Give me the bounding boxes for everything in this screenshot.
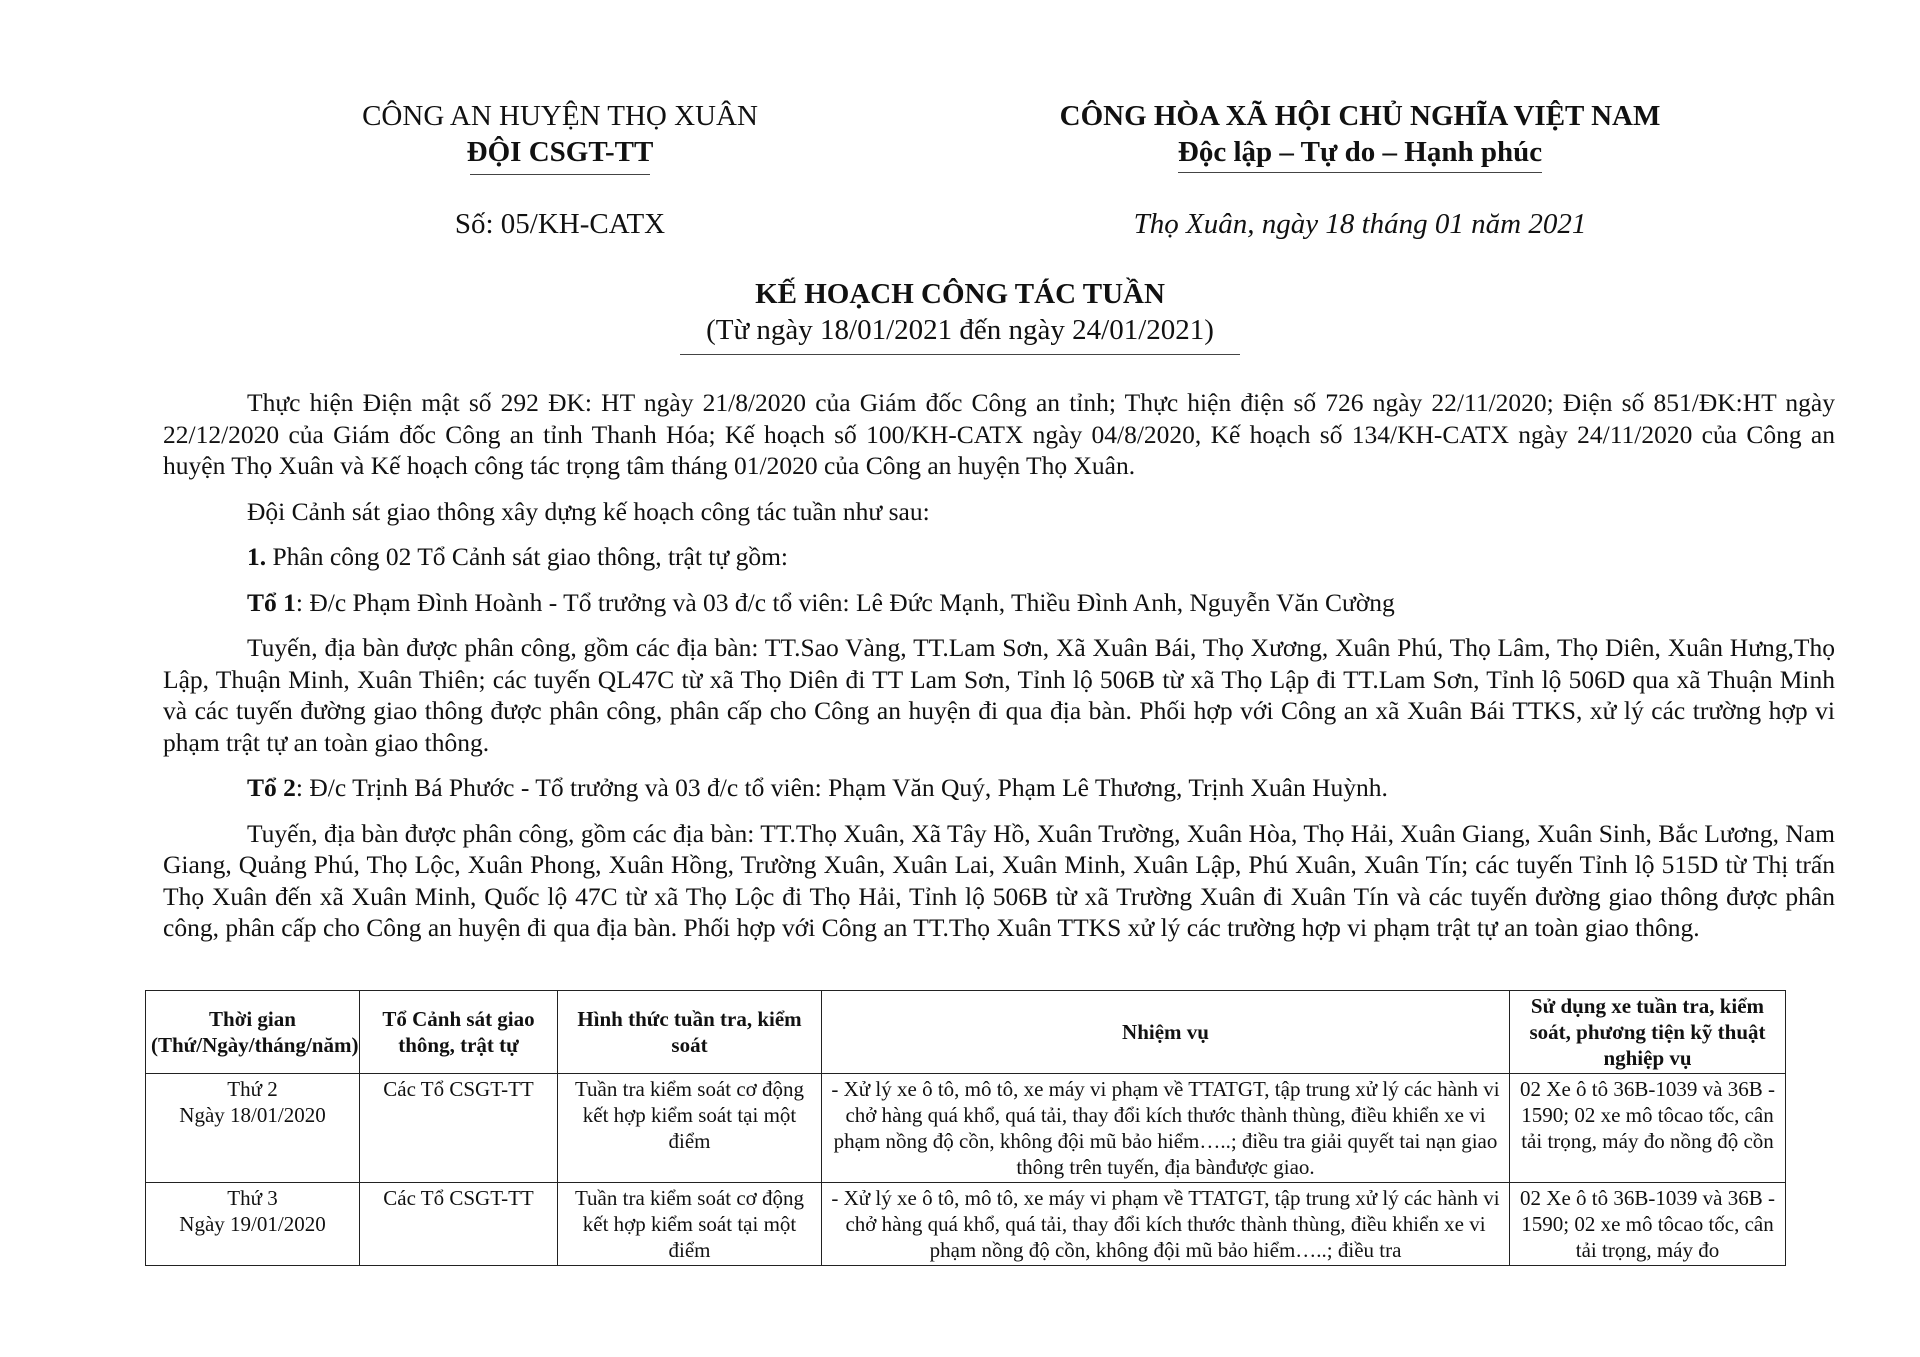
team-1-paragraph <box>163 587 1835 619</box>
team-2-members: : Đ/c Trịnh Bá Phước - Tổ trưởng và 03 đ/c tổ viên: Phạm Văn Quý, Phạm Lê Thương, Trịnh Xuân Huỳnh. <box>295 773 1388 802</box>
document-number: Số: 05/KH-CATX <box>454 208 666 240</box>
row-date: Ngày 19/01/2020 <box>179 1212 326 1236</box>
team-2-paragraph <box>163 772 1835 804</box>
cell-time <box>146 1183 360 1266</box>
cell-team <box>360 1074 558 1183</box>
cell-equipment <box>1510 1074 1786 1183</box>
cell-time <box>146 1074 360 1183</box>
cell-method <box>558 1074 822 1183</box>
row-team: Các Tổ CSGT-TT <box>383 1077 534 1101</box>
column-header-equipment: Sử dụng xe tuần tra, kiểm soát, phương tiện kỹ thuật nghiệp vụ <box>1510 991 1786 1074</box>
cell-team <box>360 1183 558 1266</box>
cell-task <box>822 1183 1510 1266</box>
row-day: Thứ 3 <box>227 1186 278 1210</box>
column-header-team: Tổ Cảnh sát giao thông, trật tự <box>360 991 558 1074</box>
document-subtitle: (Từ ngày 18/01/2021 đến ngày 24/01/2021) <box>706 314 1214 346</box>
cell-task <box>822 1074 1510 1183</box>
team-2-label: Tổ 2 <box>247 773 296 802</box>
column-header-time: Thời gian (Thứ/Ngày/tháng/năm) <box>146 991 360 1074</box>
place-and-date: Thọ Xuân, ngày 18 tháng 01 năm 2021 <box>1133 208 1587 240</box>
section-1-number: 1. <box>247 542 267 571</box>
cell-equipment <box>1510 1183 1786 1266</box>
document-title: KẾ HOẠCH CÔNG TÁC TUẦN <box>755 278 1165 310</box>
table-row <box>146 1183 1786 1266</box>
unit-name: ĐỘI CSGT-TT <box>466 136 654 168</box>
national-title: CÔNG HÒA XÃ HỘI CHỦ NGHĨA VIỆT NAM <box>1059 100 1661 132</box>
table-row <box>146 1074 1786 1183</box>
row-method: Tuần tra kiểm soát cơ động kết hợp kiểm soát tại một điểm <box>574 1077 805 1153</box>
team-2-area: Tuyến, địa bàn được phân công, gồm các địa bàn: TT.Thọ Xuân, Xã Tây Hồ, Xuân Trường, Xuân Hòa, Thọ Hải, Xuân Giang, Xuân Sinh, Bắc Lương, Nam Giang, Quảng Phú, Thọ Lộc, Xuân Phong, Xuân Hồng, Trường Xuân, Xuân Lai, Xuân Minh, Xuân Lập, Phú Xuân, Xuân Tín; các tuyến Tỉnh lộ 515D từ Thị trấn Thọ Xuân đến xã Xuân Minh, Quốc lộ 47C từ xã Thọ Lộc đi Thọ Hải, Tỉnh lộ 506B từ xã Trường Xuân đi Xuân Tín và các tuyến đường giao thông được phân công, phân cấp cho Công an huyện đi qua địa bàn. Phối hợp với Công an TT.Thọ Xuân TTKS xử lý các trường hợp vi phạm trật tự an toàn giao thông. <box>163 818 1835 942</box>
column-header-task: Nhiệm vụ <box>822 991 1510 1074</box>
agency-name: CÔNG AN HUYỆN THỌ XUÂN <box>362 100 758 132</box>
cell-method <box>558 1183 822 1266</box>
team-1-label: Tổ 1 <box>247 587 296 617</box>
weekly-plan-table <box>145 990 1786 1266</box>
unit-underline <box>470 174 650 175</box>
section-1-text: Phân công 02 Tổ Cảnh sát giao thông, trật tự gồm: <box>272 542 789 571</box>
team-1-area: Tuyến, địa bàn được phân công, gồm các địa bàn: TT.Sao Vàng, TT.Lam Sơn, Xã Xuân Bái, Thọ Xương, Xuân Phú, Thọ Lâm, Thọ Diên, Xuân Hưng,Thọ Lập, Thuận Minh, Xuân Thiên; các tuyến QL47C từ xã Thọ Diên đi TT Lam Sơn, Tỉnh lộ 506B từ xã Thọ Lập đi TT.Lam Sơn, Tỉnh lộ 506D qua xã Thuận Minh và các tuyến đường giao thông được phân công, phân cấp cho Công an huyện đi qua địa bàn. Phối hợp với Công an xã Xuân Bái TTKS, xử lý các trường hợp vi phạm trật tự an toàn giao thông. <box>163 633 1835 757</box>
national-motto: Độc lập – Tự do – Hạnh phúc <box>1178 134 1542 173</box>
column-header-method: Hình thức tuần tra, kiểm soát <box>558 991 822 1074</box>
row-date: Ngày 18/01/2020 <box>179 1103 326 1127</box>
issuing-agency-block <box>240 98 880 175</box>
row-day: Thứ 2 <box>227 1077 278 1101</box>
row-equipment: 02 Xe ô tô 36B-1039 và 36B - 1590; 02 xe mô tôcao tốc, cân tải trọng, máy đo <box>1520 1186 1775 1262</box>
table-header-row <box>146 991 1786 1074</box>
row-task: - Xử lý xe ô tô, mô tô, xe máy vi phạm về TTATGT, tập trung xử lý các hành vi chở hàng quá khổ, quá tải, thay đổi kích thước thành thùng, điều khiển xe vi phạm nồng độ cồn, không đội mũ bảo hiểm…..; điều tra <box>831 1186 1500 1262</box>
title-underline <box>680 354 1240 355</box>
document-body <box>163 387 1835 958</box>
title-block <box>160 276 1760 355</box>
row-team: Các Tổ CSGT-TT <box>383 1186 534 1210</box>
plan-statement: Đội Cảnh sát giao thông xây dựng kế hoạch công tác tuần như sau: <box>247 496 930 526</box>
cell-time-content <box>151 1076 354 1128</box>
section-1-heading <box>163 541 1835 573</box>
cell-time-content <box>151 1185 354 1237</box>
row-equipment: 02 Xe ô tô 36B-1039 và 36B - 1590; 02 xe mô tôcao tốc, cân tải trọng, máy đo nồng độ cồn <box>1520 1077 1775 1153</box>
team-1-members: : Đ/c Phạm Đình Hoành - Tổ trưởng và 03 đ/c tổ viên: Lê Đức Mạnh, Thiều Đình Anh, Nguyễn Văn Cường <box>295 587 1395 617</box>
row-task: - Xử lý xe ô tô, mô tô, xe máy vi phạm về TTATGT, tập trung xử lý các hành vi chở hàng quá khổ, quá tải, thay đổi kích thước thành thùng, điều khiển xe vi phạm nồng độ cồn, không đội mũ bảo hiểm…..; điều tra giải quyết tai nạn giao thông trên tuyến, địa bànđược giao. <box>831 1077 1500 1179</box>
intro-paragraph: Thực hiện Điện mật số 292 ĐK: HT ngày 21/8/2020 của Giám đốc Công an tỉnh; Thực hiện điện số 726 ngày 22/11/2020; Điện số 851/ĐK:HT ngày 22/12/2020 của Giám đốc Công an tỉnh Thanh Hóa; Kế hoạch số 100/KH-CATX ngày 04/8/2020, Kế hoạch số 134/KH-CATX ngày 24/11/2020 của Công an huyện Thọ Xuân và Kế hoạch công tác trọng tâm tháng 01/2020 của Công an huyện Thọ Xuân. <box>163 388 1835 480</box>
national-header-block <box>960 98 1760 173</box>
row-method: Tuần tra kiểm soát cơ động kết hợp kiểm soát tại một điểm <box>574 1186 805 1262</box>
